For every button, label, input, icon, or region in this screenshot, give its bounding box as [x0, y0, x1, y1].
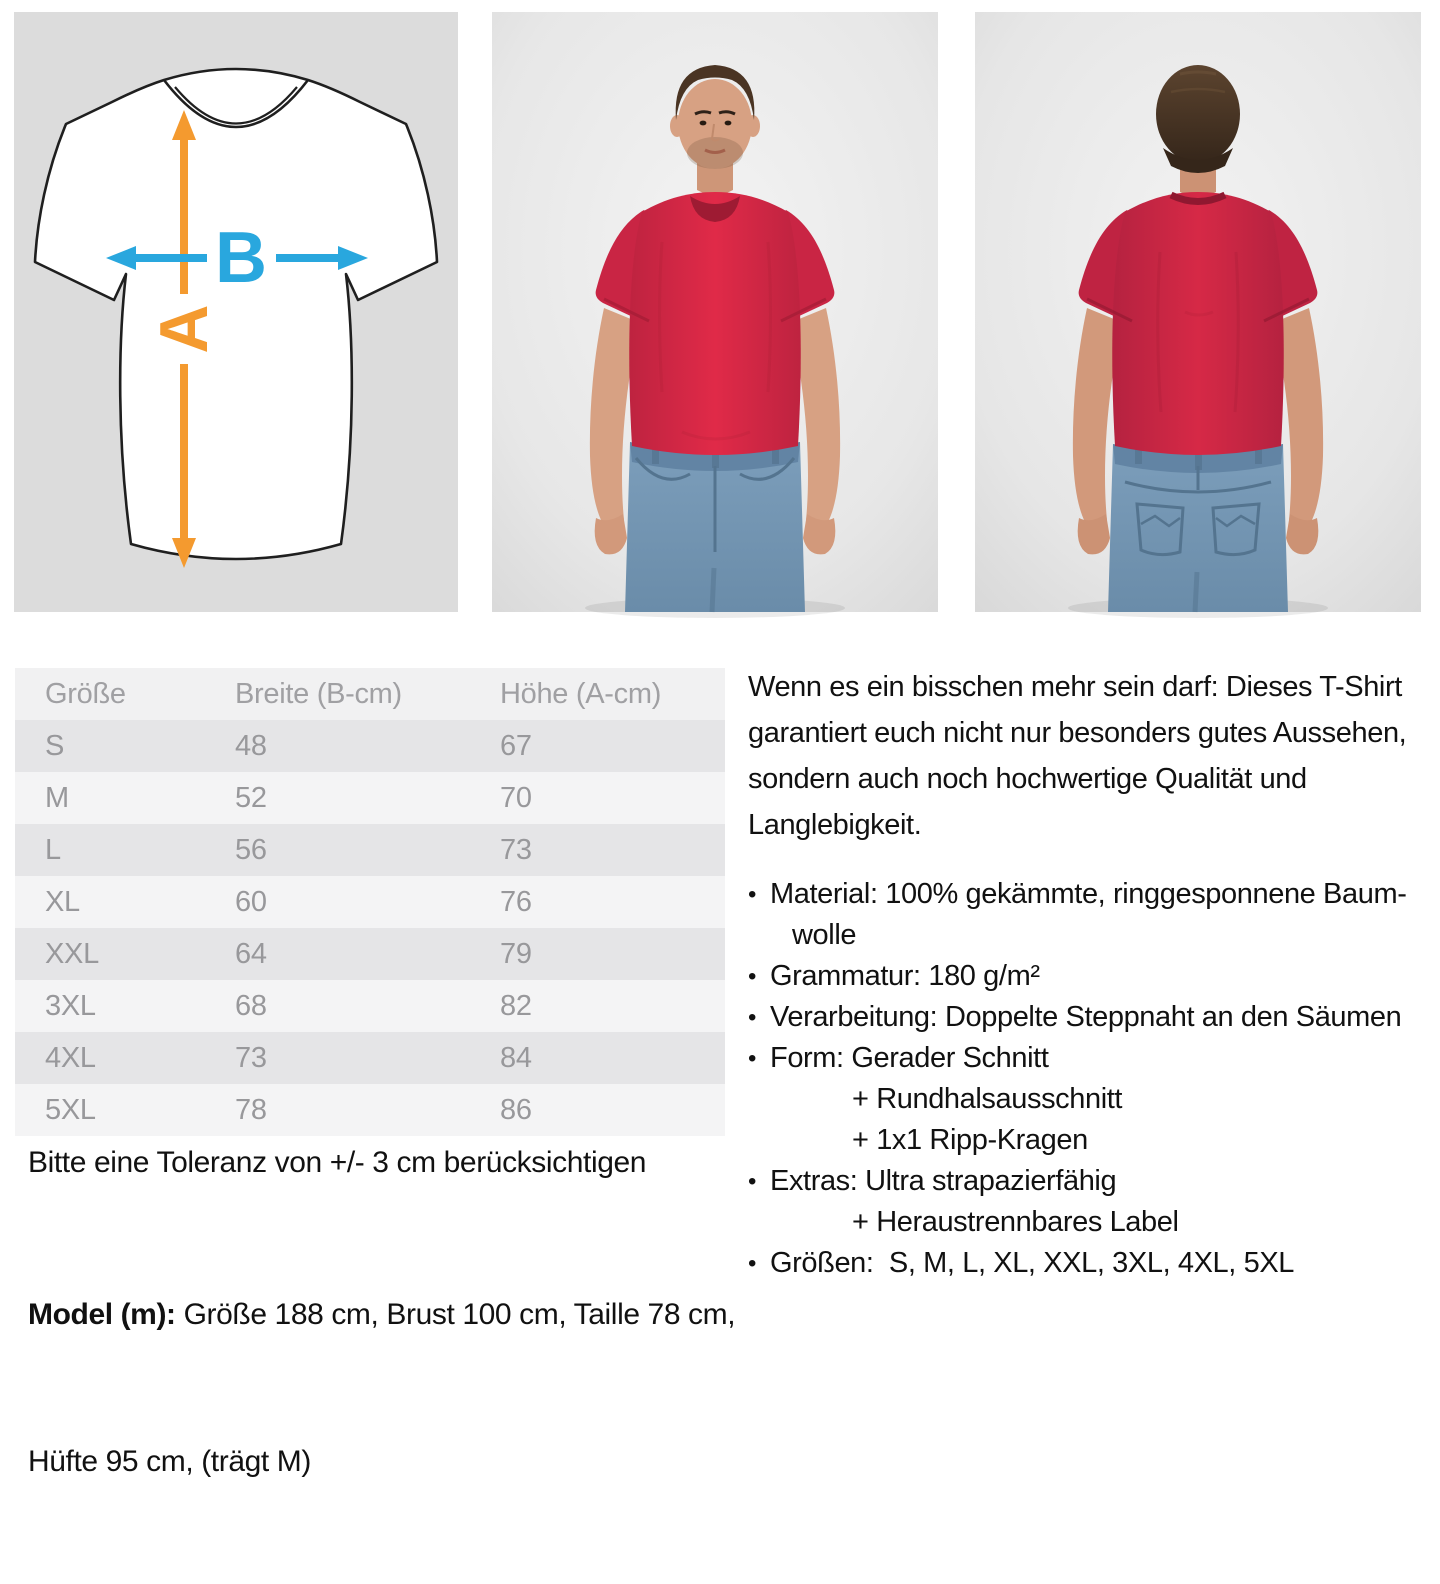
cell-hoehe: 84 — [500, 1041, 532, 1074]
spec-item-form: • Form: Gerader Schnitt — [748, 1038, 1440, 1079]
table-row-4xl — [15, 1032, 725, 1084]
model-line1-rest: Größe 188 cm, Brust 100 cm, Taille 78 cm, — [175, 1298, 736, 1331]
back-of-head — [1156, 65, 1240, 163]
cell-breite: 73 — [235, 1041, 267, 1074]
right-hand — [803, 514, 835, 554]
spec-item-groessen: • Größen: S, M, L, XL, XXL, 3XL, 4XL, 5XL — [748, 1243, 1440, 1284]
model-label: Model (m): — [28, 1298, 176, 1331]
size-table-header-row — [15, 668, 725, 720]
product-description — [748, 664, 1440, 1284]
spec-item-rippkragen: + 1x1 Ripp-Kragen — [852, 1124, 1088, 1156]
cell-size: XXL — [45, 937, 99, 970]
left-hand — [595, 514, 627, 554]
intro-line: Langlebigkeit. — [748, 809, 922, 841]
header-groesse: Größe — [45, 677, 126, 710]
cell-hoehe: 79 — [500, 937, 532, 970]
tshirt-back — [1112, 192, 1284, 455]
spec-item-grammatur: • Grammatur: 180 g/m² — [748, 956, 1440, 997]
tshirt-front — [629, 192, 801, 455]
spec-item-label: + Heraustrennbares Label — [852, 1206, 1179, 1238]
cell-size: 3XL — [45, 989, 96, 1022]
tshirt-measure-diagram — [14, 12, 458, 612]
cell-breite: 64 — [235, 937, 267, 970]
cell-hoehe: 86 — [500, 1093, 532, 1126]
spec-item-rundhals: + Rundhalsausschnitt — [852, 1083, 1123, 1115]
spec-list — [748, 874, 1440, 1284]
cell-breite: 56 — [235, 833, 267, 866]
cell-size: 5XL — [45, 1093, 96, 1126]
model-front-photo — [492, 12, 938, 612]
table-row-xxl — [15, 928, 725, 980]
model-front-illustration — [492, 12, 938, 612]
header-hoehe: Höhe (A-cm) — [500, 677, 662, 710]
table-row-xl — [15, 876, 725, 928]
cell-breite: 48 — [235, 729, 267, 762]
table-row-m — [15, 772, 725, 824]
measure-label-b: B — [215, 218, 267, 298]
tolerance-note: Bitte eine Toleranz von +/- 3 cm berücksichtigen — [28, 1146, 647, 1179]
model-back-illustration — [975, 12, 1421, 612]
intro-line: Wenn es ein bisschen mehr sein darf: Dieses T-Shirt — [748, 671, 1402, 703]
model-back-photo — [975, 12, 1421, 612]
right-eye — [725, 121, 732, 126]
spec-item-verarbeitung: • Verarbeitung: Doppelte Steppnaht an den Säumen — [748, 997, 1440, 1038]
left-eye — [700, 121, 707, 126]
right-hand — [1286, 514, 1318, 554]
table-row-s — [15, 720, 725, 772]
cell-size: S — [45, 729, 65, 762]
cell-size: M — [45, 781, 69, 814]
cell-breite: 78 — [235, 1093, 267, 1126]
spec-item-extras: • Extras: Ultra strapazierfähig — [748, 1161, 1440, 1202]
header-breite: Breite (B-cm) — [235, 677, 402, 710]
table-row-l — [15, 824, 725, 876]
cell-hoehe: 76 — [500, 885, 532, 918]
spec-item-material-wrap: wolle — [792, 919, 857, 951]
intro-line: sondern auch noch hochwertige Qualität und — [748, 763, 1307, 795]
cell-hoehe: 70 — [500, 781, 532, 814]
model-measurements-line1 — [28, 1290, 735, 1339]
cell-size: XL — [45, 885, 80, 918]
left-hand — [1078, 514, 1110, 554]
table-row-5xl — [15, 1084, 725, 1136]
table-row-3xl — [15, 980, 725, 1032]
cell-breite: 60 — [235, 885, 267, 918]
cell-breite: 52 — [235, 781, 267, 814]
measure-label-a: A — [146, 304, 222, 354]
size-table — [15, 668, 725, 1136]
cell-hoehe: 67 — [500, 729, 532, 762]
cell-size: 4XL — [45, 1041, 96, 1074]
cell-hoehe: 82 — [500, 989, 532, 1022]
model-measurements-line2: Hüfte 95 cm, (trägt M) — [28, 1445, 311, 1478]
model-measurements — [28, 1192, 735, 1584]
size-diagram-panel — [14, 12, 458, 612]
cell-size: L — [45, 833, 61, 866]
intro-line: garantiert euch nicht nur besonders gutes Aussehen, — [748, 717, 1407, 749]
spec-item-material: • Material: 100% gekämmte, ringgesponnene Baum- — [748, 874, 1440, 915]
cell-hoehe: 73 — [500, 833, 532, 866]
cell-breite: 68 — [235, 989, 267, 1022]
